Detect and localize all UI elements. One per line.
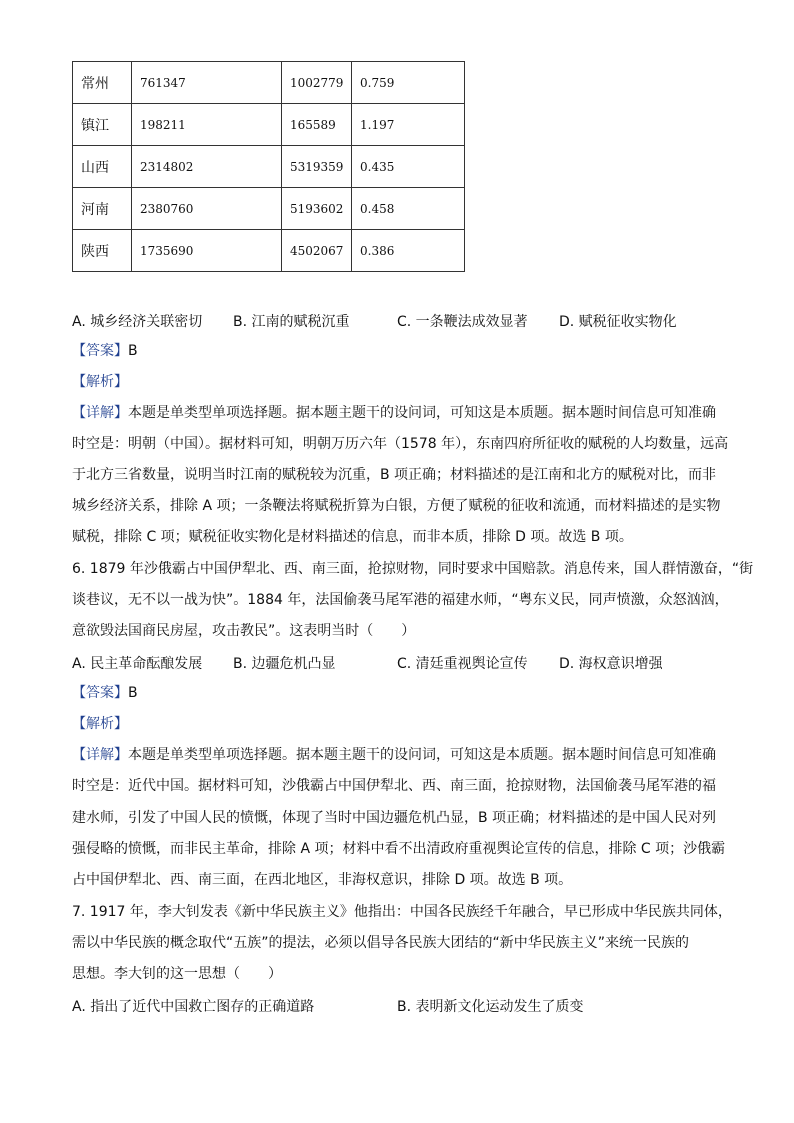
q5-option-b: B. 江南的赋税沉重 — [233, 314, 350, 330]
answer-tag: 【答案】 — [72, 343, 128, 359]
detail-tag: 【详解】 — [72, 747, 128, 763]
q5-detail-line: 赋税，排除 C 项；赋税征收实物化是材料描述的信息，而非本质，排除 D 项。故选 B 项。 — [72, 529, 633, 545]
q7-stem-line: 7. 1917 年，李大钊发表《新中华民族主义》他指出：中国各民族经千年融合，早已形成中华民族共同体， — [72, 904, 732, 920]
table-cell-value: 1.197 — [352, 104, 465, 146]
table-cell-value: 2314802 — [132, 146, 282, 188]
q5-detail-line: 城乡经济关系，排除 A 项；一条鞭法将赋税折算为白银，方便了赋税的征收和流通，而材料描述的是实物 — [72, 498, 721, 514]
q6-detail-line: 占中国伊犁北、西、南三面，在西北地区，非海权意识，排除 D 项。故选 B 项。 — [72, 872, 573, 888]
table-cell-region: 河南 — [73, 188, 132, 230]
table-cell-value: 0.386 — [352, 230, 465, 272]
q6-detail-line: 建水师，引发了中国人民的愤慨，体现了当时中国边疆危机凸显，B 项正确；材料描述的是中国人民对列 — [72, 810, 717, 826]
table-cell-value: 2380760 — [132, 188, 282, 230]
table-cell-region: 山西 — [73, 146, 132, 188]
table-cell-value: 1002779 — [282, 62, 352, 104]
table-cell-value: 0.458 — [352, 188, 465, 230]
answer-value: B — [128, 343, 138, 359]
q6-stem-line: 6. 1879 年沙俄霸占中国伊犁北、西、南三面，抢掠财物，同时要求中国赔款。消息传来，国人群情激奋，“街 — [72, 561, 754, 577]
table-cell-value: 198211 — [132, 104, 282, 146]
table-cell-value: 0.759 — [352, 62, 465, 104]
table-row — [73, 146, 465, 188]
detail-tag: 【详解】 — [72, 405, 128, 421]
q5-option-d: D. 赋税征收实物化 — [559, 314, 677, 330]
q6-detail-line: 时空是：近代中国。据材料可知，沙俄霸占中国伊犁北、西、南三面，抢掠财物，法国偷袭马尾军港的福 — [72, 778, 716, 794]
q5-answer — [72, 341, 138, 361]
table-cell-value: 5319359 — [282, 146, 352, 188]
q6-option-d: D. 海权意识增强 — [559, 656, 663, 672]
q6-stem-line: 谈巷议，无不以一战为快”。1884 年，法国偷袭马尾军港的福建水师，“粤东义民，同声愤激，众怒汹汹， — [72, 592, 729, 608]
answer-tag: 【答案】 — [72, 685, 128, 701]
q7-stem-line: 需以中华民族的概念取代“五族”的提法，必须以倡导各民族大团结的“新中华民族主义”来统一民族的 — [72, 935, 690, 951]
table-cell-region: 陕西 — [73, 230, 132, 272]
q6-detail-line: 【详解】本题是单类型单项选择题。据本题主题干的设问词，可知这是本质题。据本题时间信息可知准确 — [72, 747, 716, 763]
q5-analysis-tag: 【解析】 — [72, 374, 128, 390]
table-cell-value: 4502067 — [282, 230, 352, 272]
table-row — [73, 230, 465, 272]
q6-detail-line: 强侵略的愤慨，而非民主革命，排除 A 项；材料中看不出清政府重视舆论宣传的信息，排除 C 项；沙俄霸 — [72, 841, 726, 857]
answer-value: B — [128, 685, 138, 701]
q7-option-b: B. 表明新文化运动发生了质变 — [397, 999, 584, 1015]
q5-detail-line: 于北方三省数量，说明当时江南的赋税较为沉重，B 项正确；材料描述的是江南和北方的赋税对比，而非 — [72, 467, 717, 483]
table-cell-value: 0.435 — [352, 146, 465, 188]
q5-option-a: A. 城乡经济关联密切 — [72, 314, 203, 330]
q6-option-c: C. 清廷重视舆论宣传 — [397, 656, 528, 672]
q6-option-b: B. 边疆危机凸显 — [233, 656, 336, 672]
table-cell-region: 镇江 — [73, 104, 132, 146]
table-row — [73, 104, 465, 146]
q6-stem-line: 意欲毁法国商民房屋，攻击教民”。这表明当时（ ） — [72, 623, 416, 639]
q7-stem-line: 思想。李大钊的这一思想（ ） — [72, 966, 282, 982]
table-row — [73, 62, 465, 104]
q5-option-c: C. 一条鞭法成效显著 — [397, 314, 528, 330]
q5-detail-line: 时空是：明朝（中国）。据材料可知，明朝万历六年（1578 年），东南四府所征收的赋税的人均数量，远高 — [72, 436, 729, 452]
q6-answer — [72, 683, 138, 703]
table-cell-value: 761347 — [132, 62, 282, 104]
table-cell-value: 165589 — [282, 104, 352, 146]
q6-option-a: A. 民主革命酝酿发展 — [72, 656, 203, 672]
table-row — [73, 188, 465, 230]
table-cell-value: 5193602 — [282, 188, 352, 230]
table-cell-region: 常州 — [73, 62, 132, 104]
data-table — [72, 61, 465, 272]
q6-analysis-tag: 【解析】 — [72, 716, 128, 732]
q7-option-a: A. 指出了近代中国救亡图存的正确道路 — [72, 999, 315, 1015]
q5-detail-line: 【详解】本题是单类型单项选择题。据本题主题干的设问词，可知这是本质题。据本题时间信息可知准确 — [72, 405, 716, 421]
table-cell-value: 1735690 — [132, 230, 282, 272]
